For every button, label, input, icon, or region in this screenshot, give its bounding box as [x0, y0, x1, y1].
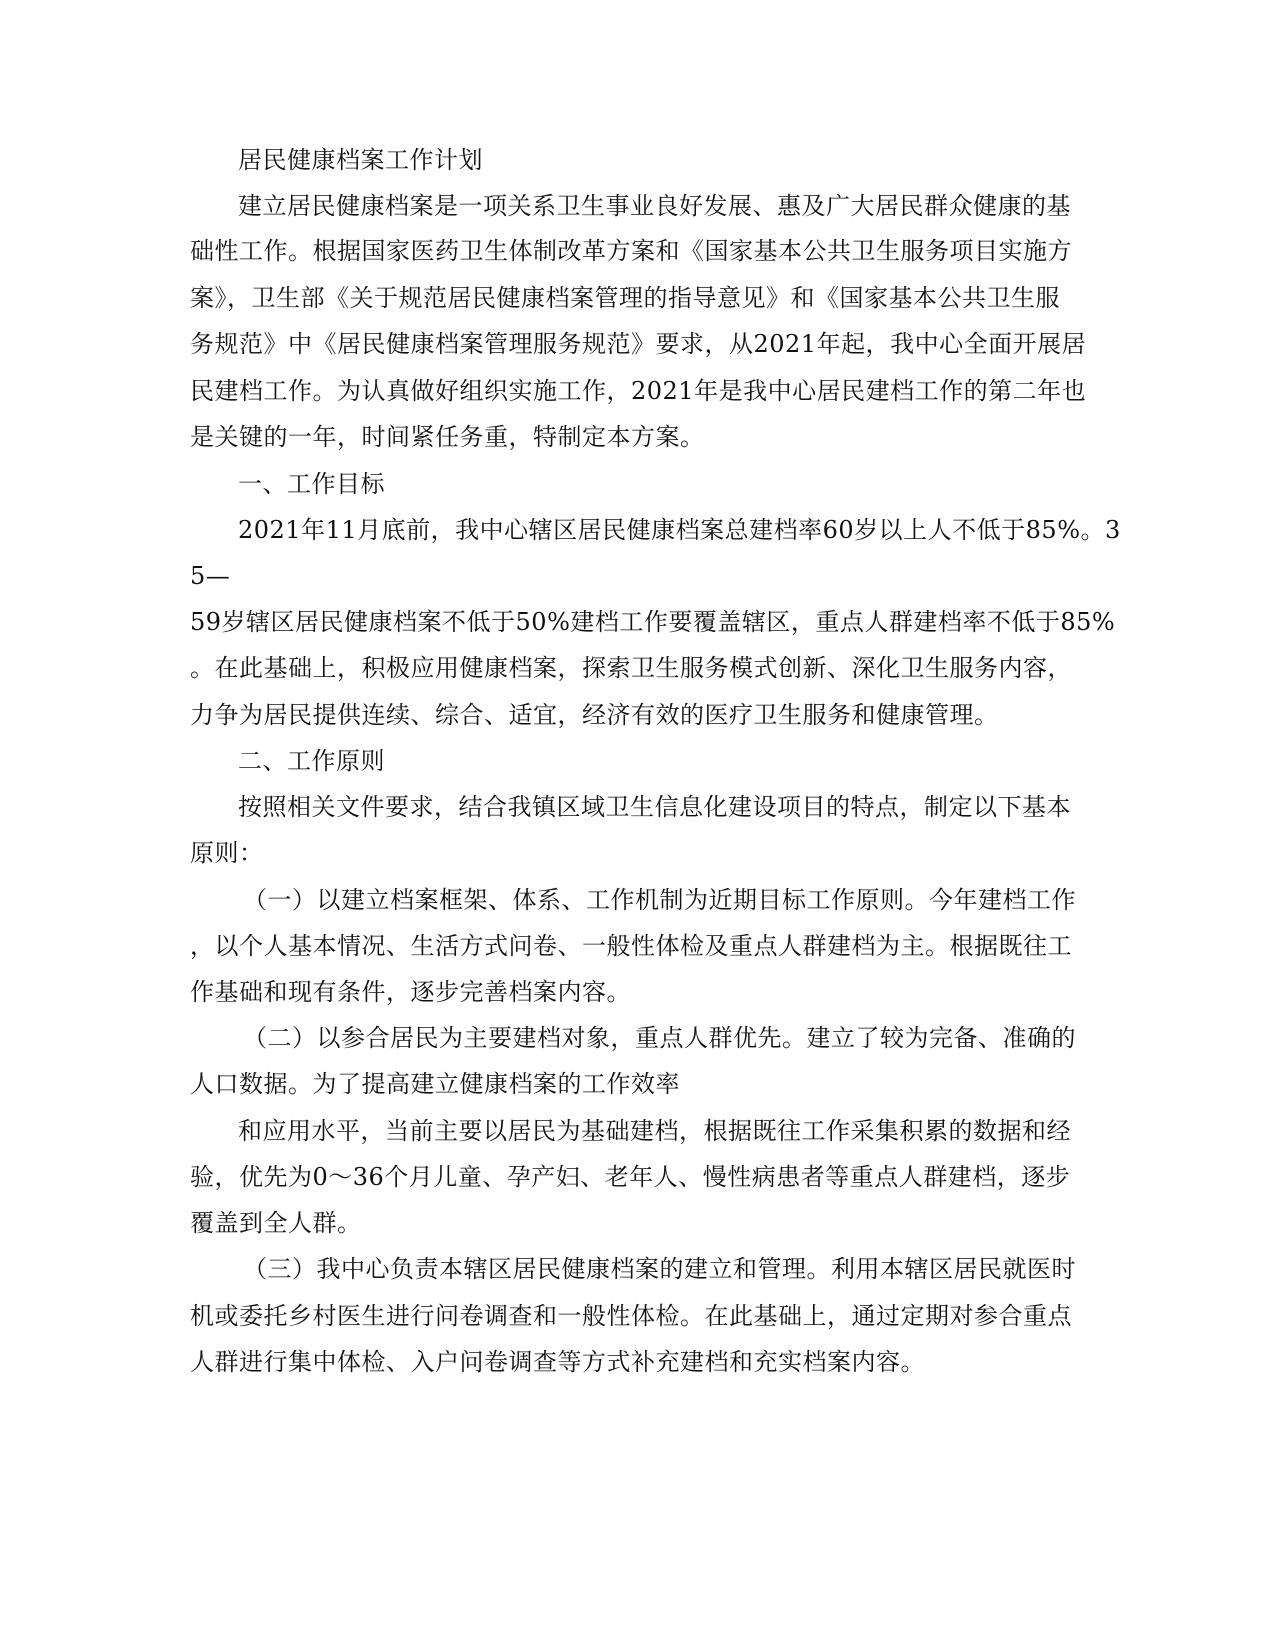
- text-line: （三）我中心负责本辖区居民健康档案的建立和管理。利用本辖区居民就医时: [243, 1255, 1076, 1283]
- text-line: 案》，卫生部《关于规范居民健康档案管理的指导意见》和《国家基本公共卫生服: [190, 284, 1060, 312]
- text-line: 力争为居民提供连续、综合、适宜，经济有效的医疗卫生服务和健康管理。: [190, 701, 999, 729]
- text-line: 民建档工作。为认真做好组织实施工作，2021年是我中心居民建档工作的第二年也: [190, 377, 1087, 405]
- text-line: 建立居民健康档案是一项关系卫生事业良好发展、惠及广大居民群众健康的基: [238, 192, 1071, 220]
- text-line: 务规范》中《居民健康档案管理服务规范》要求，从2021年起，我中心全面开展居: [190, 330, 1087, 358]
- section-heading: 二、工作原则: [238, 747, 385, 775]
- text-line: 础性工作。根据国家医药卫生体制改革方案和《国家基本公共卫生服务项目实施方: [190, 237, 1072, 265]
- text-line: 验，优先为0～36个月儿童、孕产妇、老年人、慢性病患者等重点人群建档，逐步: [190, 1163, 1071, 1191]
- text-line: 是关键的一年，时间紧任务重，特制定本方案。: [190, 423, 705, 451]
- text-line: 5—: [190, 562, 231, 590]
- text-line: 覆盖到全人群。: [190, 1209, 362, 1237]
- section-heading: 一、工作目标: [238, 470, 385, 498]
- text-line: 人口数据。为了提高建立健康档案的工作效率: [190, 1070, 680, 1098]
- text-line: ，以个人基本情况、生活方式问卷、一般性体检及重点人群建档为主。根据既往工: [190, 932, 1072, 960]
- text-line: （一）以建立档案框架、体系、工作机制为近期目标工作原则。今年建档工作: [243, 886, 1076, 914]
- text-line: 作基础和现有条件，逐步完善档案内容。: [190, 978, 631, 1006]
- text-line: 2021年11月底前，我中心辖区居民健康档案总建档率60岁以上人不低于85%。3: [238, 516, 1121, 544]
- document-title: 居民健康档案工作计划: [238, 146, 483, 174]
- text-line: 原则：: [190, 839, 264, 867]
- text-line: （二）以参合居民为主要建档对象，重点人群优先。建立了较为完备、准确的: [243, 1024, 1076, 1052]
- text-line: 。在此基础上，积极应用健康档案，探索卫生服务模式创新、深化卫生服务内容，: [190, 654, 1072, 682]
- text-line: 人群进行集中体检、入户问卷调查等方式补充建档和充实档案内容。: [190, 1348, 925, 1376]
- text-line: 按照相关文件要求，结合我镇区域卫生信息化建设项目的特点，制定以下基本: [238, 793, 1071, 821]
- text-line: 机或委托乡村医生进行问卷调查和一般性体检。在此基础上，通过定期对参合重点: [190, 1302, 1072, 1330]
- text-line: 59岁辖区居民健康档案不低于50%建档工作要覆盖辖区，重点人群建档率不低于85%: [190, 608, 1116, 636]
- text-line: 和应用水平，当前主要以居民为基础建档，根据既往工作采集积累的数据和经: [238, 1117, 1071, 1145]
